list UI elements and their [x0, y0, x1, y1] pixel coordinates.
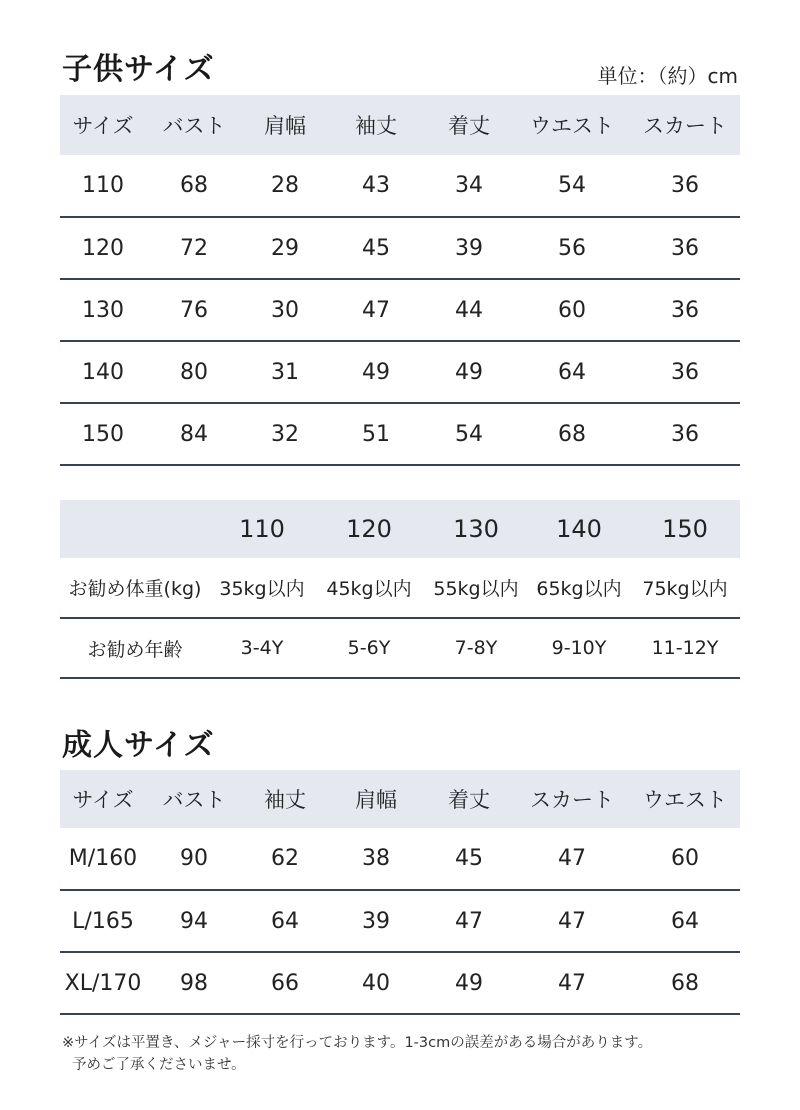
- table-cell: 65kg以内: [536, 578, 622, 600]
- table-cell: 28: [271, 173, 299, 198]
- table-cell: 43: [362, 173, 390, 198]
- table-row: [60, 217, 740, 279]
- table-cell: 47: [362, 297, 390, 323]
- table-row: [60, 828, 740, 890]
- table-header-row: [60, 500, 740, 558]
- table-cell: 130: [82, 297, 124, 323]
- table-cell: M/160: [68, 846, 138, 871]
- header-cell: スカート: [514, 770, 630, 828]
- table-cell: L/165: [72, 908, 134, 934]
- table-row: [60, 890, 740, 952]
- header-cell: スカート: [630, 95, 740, 155]
- header-cell: [60, 500, 210, 558]
- table-header-row: [60, 770, 740, 828]
- header-cell: バスト: [146, 95, 242, 155]
- table-row: [60, 618, 740, 678]
- table-cell: 47: [558, 846, 586, 871]
- header-cell: サイズ: [60, 770, 146, 828]
- table-cell: 7-8Y: [454, 637, 498, 659]
- kids-size-title: 子供サイズ: [62, 52, 215, 87]
- table-cell: 11-12Y: [651, 637, 719, 659]
- header-cell: 110: [210, 500, 314, 558]
- table-cell: 40: [362, 970, 390, 996]
- table-cell: 36: [671, 421, 699, 447]
- footnote-line-1: ※サイズは平置き、メジャー採寸を行っております。1-3cmの誤差がある場合があります。: [62, 1035, 653, 1051]
- table-cell: 36: [671, 359, 699, 385]
- table-cell: 36: [671, 297, 699, 323]
- header-cell: サイズ: [60, 95, 146, 155]
- header-cell: 肩幅: [328, 770, 424, 828]
- table-cell: XL/170: [64, 970, 142, 996]
- table-cell: 49: [362, 359, 390, 385]
- table-cell: 39: [455, 235, 483, 261]
- table-cell: 54: [558, 173, 586, 198]
- table-cell: 75kg以内: [642, 578, 728, 600]
- adult-size-title: 成人サイズ: [62, 728, 215, 763]
- table-cell: 35kg以内: [219, 578, 305, 600]
- table-cell: 45: [362, 235, 390, 261]
- table-cell: 98: [180, 970, 208, 996]
- table-cell: 45kg以内: [326, 578, 412, 600]
- table-cell: 90: [180, 846, 208, 871]
- table-cell: 39: [362, 908, 390, 934]
- table-cell: 94: [180, 908, 208, 934]
- table-row: [60, 279, 740, 341]
- table-cell: 49: [455, 970, 483, 996]
- table-cell: 68: [558, 421, 586, 447]
- header-cell: 袖丈: [242, 770, 328, 828]
- table-cell: 51: [362, 421, 390, 447]
- table-cell: 34: [455, 173, 483, 198]
- table-cell: 60: [671, 846, 699, 871]
- header-cell: 150: [630, 500, 740, 558]
- header-cell: 袖丈: [328, 95, 424, 155]
- table-cell: 9-10Y: [551, 637, 607, 659]
- footnote-line-2: 予めご了承くださいませ。: [72, 1057, 246, 1073]
- table-cell: 72: [180, 235, 208, 261]
- unit-label: 単位：（約）cm: [597, 64, 738, 88]
- table-cell: 120: [82, 235, 124, 261]
- row-label-age: お勧め年齢: [87, 638, 183, 661]
- table-row: [60, 952, 740, 1014]
- table-cell: 38: [362, 846, 390, 871]
- table-cell: 30: [271, 297, 299, 323]
- header-cell: 肩幅: [242, 95, 328, 155]
- table-cell: 3-4Y: [240, 637, 284, 659]
- table-cell: 110: [82, 173, 124, 198]
- table-header-row: [60, 95, 740, 155]
- table-cell: 44: [455, 297, 483, 323]
- table-cell: 80: [180, 359, 208, 385]
- table-cell: 36: [671, 173, 699, 198]
- table-cell: 54: [455, 421, 483, 447]
- header-cell: 140: [528, 500, 630, 558]
- table-cell: 84: [180, 421, 208, 447]
- table-cell: 68: [671, 970, 699, 996]
- table-cell: 62: [271, 846, 299, 871]
- table-row: [60, 558, 740, 618]
- recommendation-table: [60, 500, 740, 679]
- footnote: [62, 1032, 652, 1076]
- table-cell: 140: [82, 359, 124, 385]
- header-cell: 着丈: [424, 770, 514, 828]
- table-cell: 56: [558, 235, 586, 261]
- table-cell: 49: [455, 359, 483, 385]
- table-cell: 64: [671, 908, 699, 934]
- table-row: [60, 403, 740, 465]
- table-cell: 66: [271, 970, 299, 996]
- table-row: [60, 341, 740, 403]
- table-cell: 31: [271, 359, 299, 385]
- table-cell: 32: [271, 421, 299, 447]
- table-cell: 60: [558, 297, 586, 323]
- table-cell: 55kg以内: [433, 578, 519, 600]
- adult-size-table: [60, 770, 740, 1015]
- table-cell: 36: [671, 235, 699, 261]
- table-cell: 68: [180, 173, 208, 198]
- table-cell: 47: [558, 970, 586, 996]
- header-cell: 130: [424, 500, 528, 558]
- table-cell: 29: [271, 235, 299, 261]
- table-cell: 47: [455, 908, 483, 934]
- table-cell: 64: [271, 908, 299, 934]
- table-cell: 45: [455, 846, 483, 871]
- header-cell: バスト: [146, 770, 242, 828]
- header-cell: ウエスト: [514, 95, 630, 155]
- header-cell: 着丈: [424, 95, 514, 155]
- row-label-weight: お勧め体重(kg): [68, 578, 202, 600]
- kids-size-table: [60, 95, 740, 466]
- table-cell: 64: [558, 359, 586, 385]
- table-cell: 150: [82, 421, 124, 447]
- table-cell: 5-6Y: [347, 637, 391, 659]
- header-cell: 120: [314, 500, 424, 558]
- table-row: [60, 155, 740, 217]
- table-cell: 76: [180, 297, 208, 323]
- header-cell: ウエスト: [630, 770, 740, 828]
- table-cell: 47: [558, 908, 586, 934]
